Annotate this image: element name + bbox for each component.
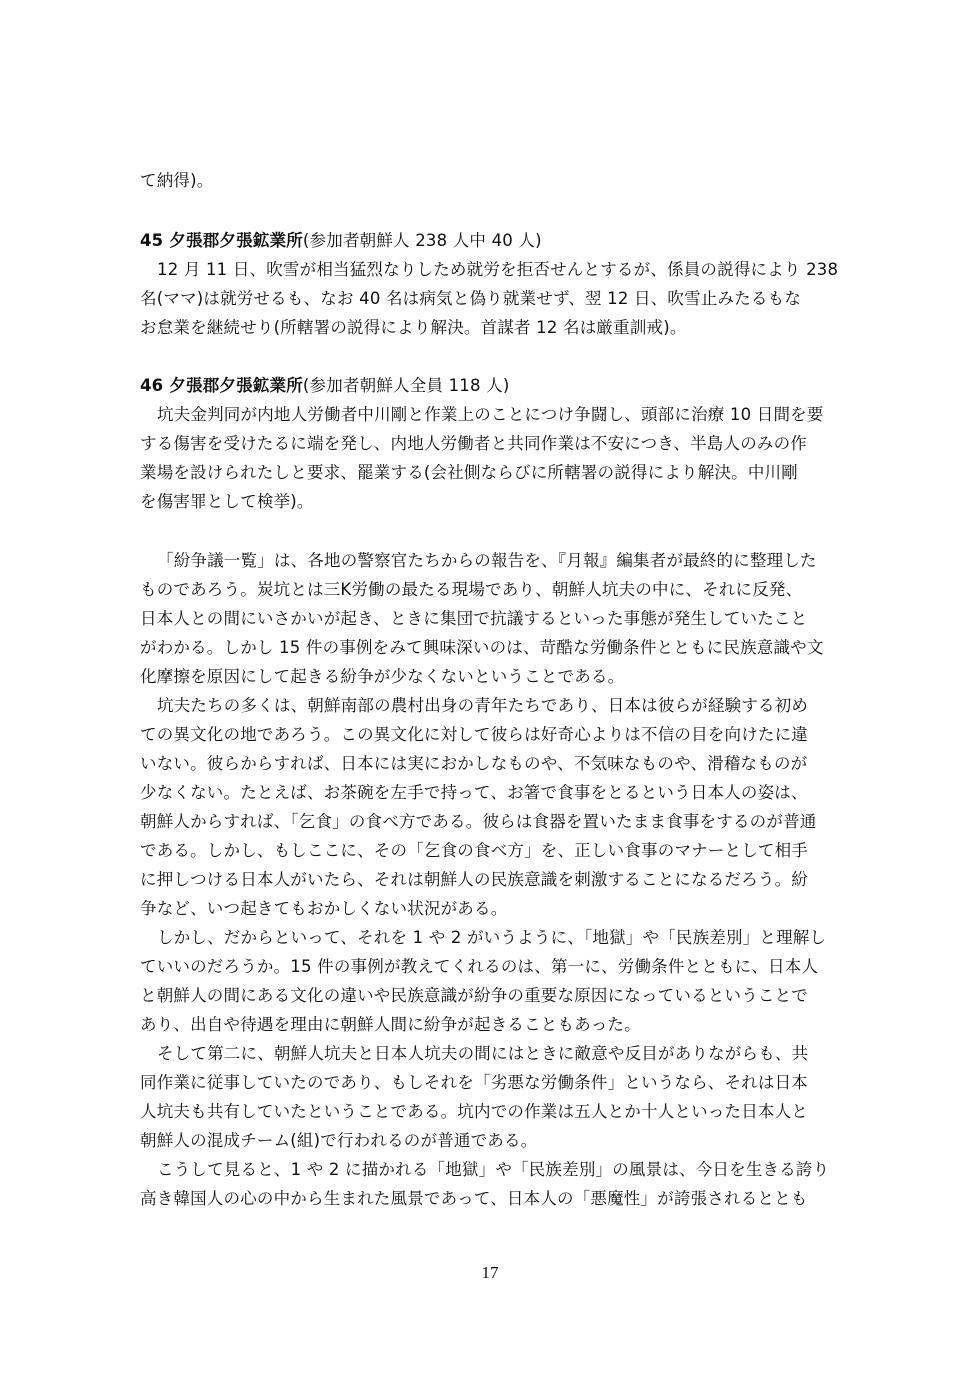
text-line: 朝鮮人の混成チーム(組)で行われるのが普通である。 bbox=[140, 1131, 538, 1150]
text-line: に押しつける日本人がいたら、それは朝鮮人の民族意識を刺激することになるだろう。紛 bbox=[140, 870, 808, 889]
page-number: 17 bbox=[481, 1263, 499, 1282]
text-line: いない。彼らからすれば、日本には実におかしなものや、不気味なものや、滑稽なものが bbox=[140, 754, 808, 773]
text-line: 争など、いつ起きてもおかしくない状況がある。 bbox=[140, 899, 508, 918]
text-line: 「紛争議一覧」は、各地の警察官たちからの報告を、『月報』編集者が最終的に整理した bbox=[157, 551, 817, 570]
text-line: 名(ママ)は就労せるも、なお 40 名は病気と偽り就業せず、翌 12 日、吹雪止みたるもな bbox=[140, 289, 802, 308]
text-line: と朝鮮人の間にある文化の違いや民族意識が紛争の重要な原因になっているということで bbox=[140, 986, 808, 1005]
heading-title: 45 夕張郡夕張鉱業所 bbox=[140, 231, 303, 250]
text-line: 高き韓国人の心の中から生まれた風景であって、日本人の「悪魔性」が誇張されるととも bbox=[140, 1189, 808, 1208]
text-line: 人坑夫も共有していたということである。坑内での作業は五人とか十人といった日本人と bbox=[140, 1102, 808, 1121]
heading-participants: (参加者朝鮮人全員 118 人) bbox=[302, 376, 510, 395]
text-line: 坑夫たちの多くは、朝鮮南部の農村出身の青年たちであり、日本は彼らが経験する初め bbox=[157, 696, 809, 715]
text-line: 業場を設けられたしと要求、罷業する(会社側ならびに所轄署の説得により解決。中川剛 bbox=[140, 463, 798, 482]
text-line: あり、出自や待遇を理由に朝鮮人間に紛争が起きることもあった。 bbox=[140, 1015, 641, 1034]
text-line: 朝鮮人からすれば、「乞食」の食べ方である。彼らは食器を置いたまま食事をするのが普通 bbox=[140, 812, 817, 831]
text-line: 同作業に従事していたのであり、もしそれを「劣悪な労働条件」というなら、それは日本 bbox=[140, 1073, 808, 1092]
text-line: ての異文化の地であろう。この異文化に対して彼らは好奇心よりは不信の目を向けたに違 bbox=[140, 725, 808, 744]
text-line: ていいのだろうか。15 件の事例が教えてくれるのは、第一に、労働条件とともに、日本人 bbox=[140, 957, 819, 976]
heading-title: 46 夕張郡夕張鉱業所 bbox=[140, 376, 303, 395]
text-line: て納得)。 bbox=[140, 171, 214, 190]
text-line: 化摩擦を原因にして起きる紛争が少なくないということである。 bbox=[140, 667, 625, 686]
text-line: がわかる。しかし 15 件の事例をみて興味深いのは、苛酷な労働条件とともに民族意識や文 bbox=[140, 638, 824, 657]
text-line: 12 月 11 日、吹雪が相当猛烈なりしため就労を拒否せんとするが、係員の説得により 238 bbox=[157, 260, 839, 279]
text-line: である。しかし、もしここに、その「乞食の食べ方」を、正しい食事のマナーとして相手 bbox=[140, 841, 808, 860]
text-line: 少なくない。たとえば、お茶碗を左手で持って、お箸で食事をとるという日本人の姿は、 bbox=[140, 783, 808, 802]
text-line: こうして見ると、1 や 2 に描かれる「地獄」や「民族差別」の風景は、今日を生きる誇り bbox=[157, 1160, 830, 1179]
text-line: お怠業を継続せり(所轄署の説得により解決。首謀者 12 名は厳重訓戒)。 bbox=[140, 318, 687, 337]
text-line: しかし、だからといって、それを 1 や 2 がいうように、「地獄」や「民族差別」と理解し bbox=[157, 928, 827, 947]
section-heading-45 bbox=[140, 228, 852, 254]
text-line: そして第二に、朝鮮人坑夫と日本人坑夫の間にはときに敵意や反目がありながらも、共 bbox=[157, 1044, 809, 1063]
text-line: 坑夫金判同が内地人労働者中川剛と作業上のことにつけ争闘し、頭部に治療 10 日間を要 bbox=[157, 405, 824, 424]
text-line: 日本人との間にいさかいが起き、ときに集団で抗議するといった事態が発生していたこと bbox=[140, 609, 808, 628]
heading-participants: (参加者朝鮮人 238 人中 40 人) bbox=[302, 231, 542, 250]
text-line: を傷害罪として検挙)。 bbox=[140, 492, 314, 511]
section-heading-46 bbox=[140, 373, 852, 399]
text-line: する傷害を受けたるに端を発し、内地人労働者と共同作業は不安につき、半島人のみの作 bbox=[140, 434, 808, 453]
text-line: ものであろう。炭坑とは三K労働の最たる現場であり、朝鮮人坑夫の中に、それに反発、 bbox=[140, 580, 803, 599]
